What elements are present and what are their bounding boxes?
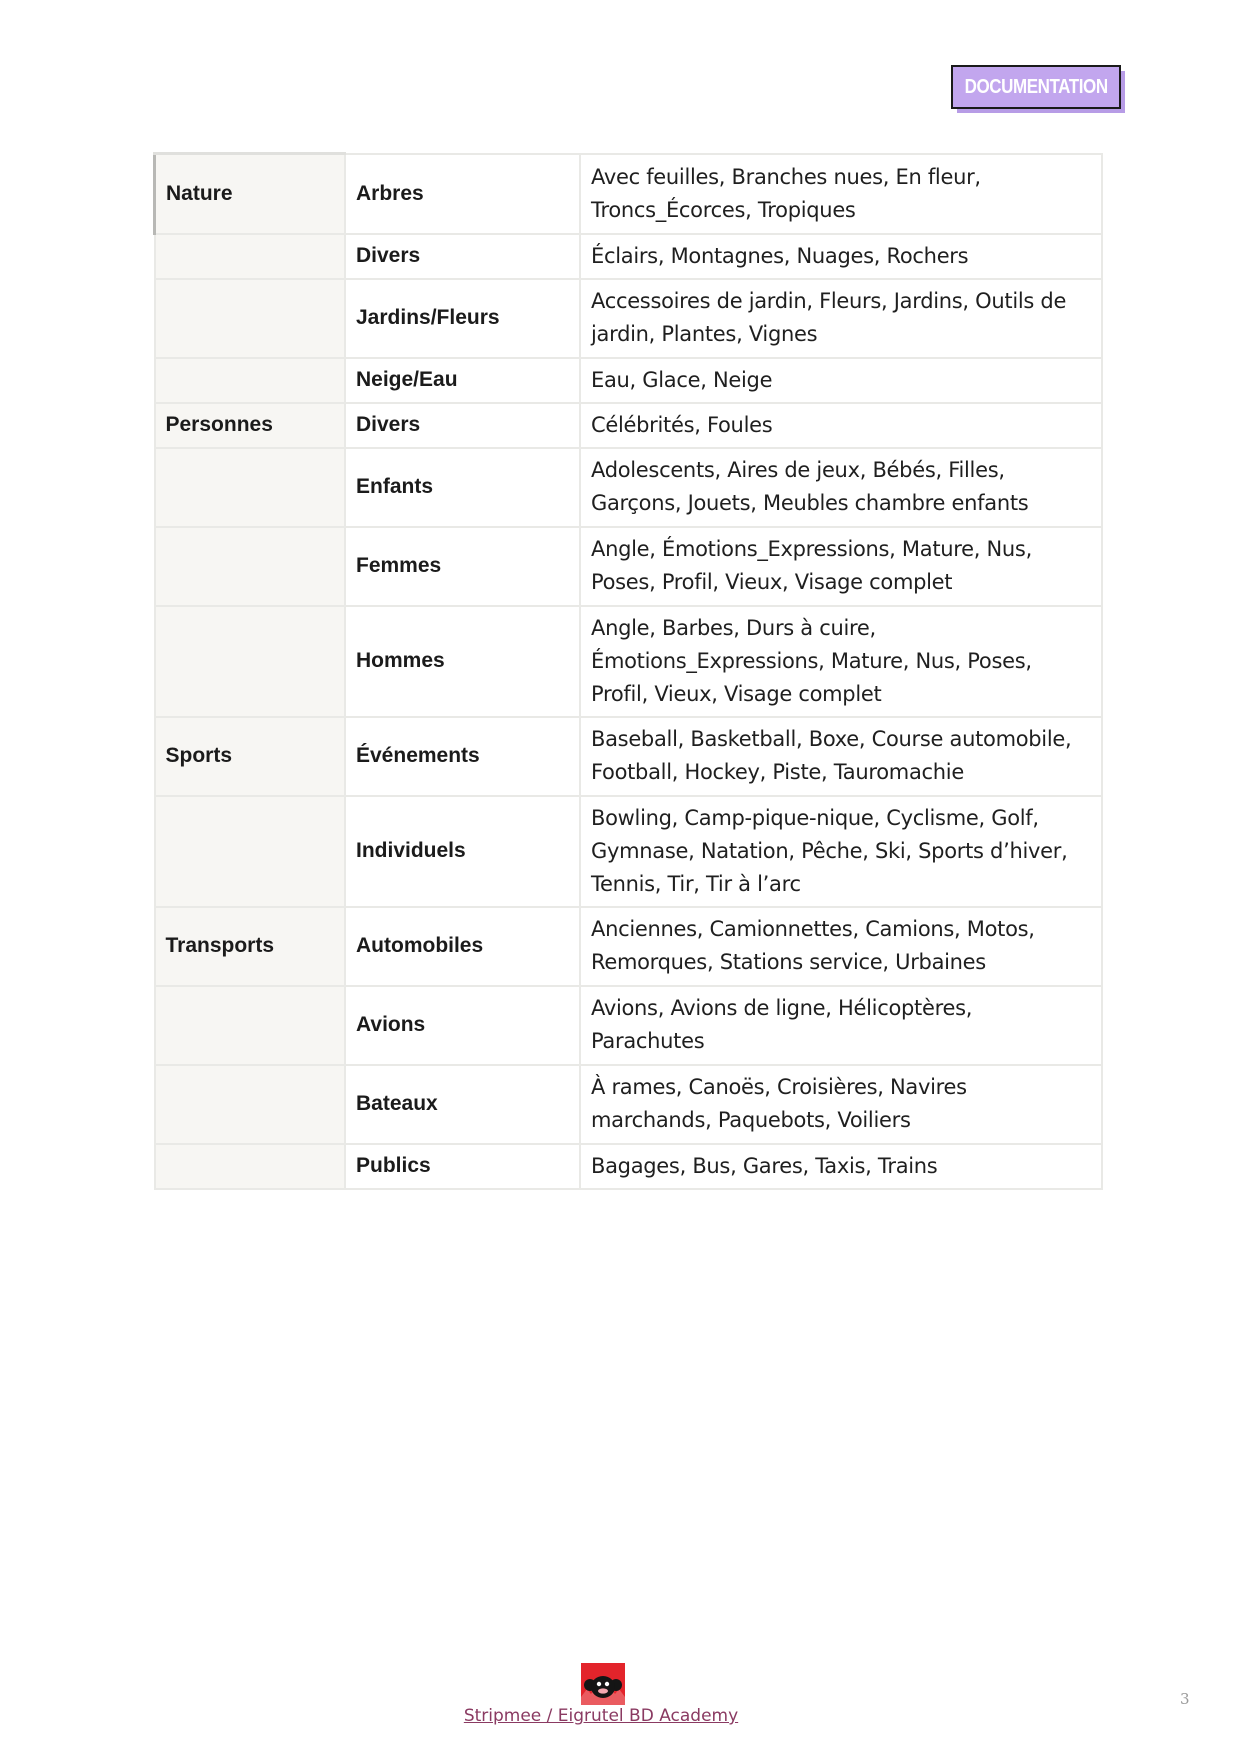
subcategory-cell: Hommes xyxy=(345,606,580,717)
subcategory-cell: Événements xyxy=(345,717,580,796)
footer-academy-link[interactable]: Stripmee / Eigrutel BD Academy xyxy=(463,1706,739,1726)
table-row xyxy=(155,907,1103,986)
items-cell: Adolescents, Aires de jeux, Bébés, Filles, Garçons, Jouets, Meubles chambre enfants xyxy=(580,448,1102,527)
table-row xyxy=(155,154,1103,234)
items-cell: Angle, Barbes, Durs à cuire, Émotions_Expressions, Mature, Nus, Poses, Profil, Vieux, Visage complet xyxy=(580,606,1102,717)
table-row xyxy=(155,448,1103,527)
items-cell: Bagages, Bus, Gares, Taxis, Trains xyxy=(580,1144,1102,1189)
items-cell: Accessoires de jardin, Fleurs, Jardins, Outils de jardin, Plantes, Vignes xyxy=(580,279,1102,358)
table-row xyxy=(155,358,1103,403)
items-cell: Eau, Glace, Neige xyxy=(580,358,1102,403)
table-row xyxy=(155,279,1103,358)
subcategory-cell: Arbres xyxy=(345,154,580,234)
category-cell xyxy=(155,234,346,279)
subcategory-cell: Individuels xyxy=(345,796,580,907)
subcategory-cell: Neige/Eau xyxy=(345,358,580,403)
documentation-badge xyxy=(951,65,1123,111)
items-cell: Avions, Avions de ligne, Hélicoptères, Parachutes xyxy=(580,986,1102,1065)
table-row xyxy=(155,1144,1103,1189)
items-cell: Anciennes, Camionnettes, Camions, Motos, Remorques, Stations service, Urbaines xyxy=(580,907,1102,986)
category-cell xyxy=(155,358,346,403)
subcategory-cell: Divers xyxy=(345,234,580,279)
category-cell: Transports xyxy=(155,907,346,986)
subcategory-cell: Publics xyxy=(345,1144,580,1189)
table-row xyxy=(155,986,1103,1065)
subcategory-cell: Divers xyxy=(345,403,580,448)
category-cell xyxy=(155,279,346,358)
badge-box xyxy=(951,65,1121,109)
table-row xyxy=(155,234,1103,279)
table-row xyxy=(155,796,1103,907)
table-row xyxy=(155,403,1103,448)
table-row xyxy=(155,717,1103,796)
subcategory-cell: Avions xyxy=(345,986,580,1065)
table-row xyxy=(155,1065,1103,1144)
items-cell: Éclairs, Montagnes, Nuages, Rochers xyxy=(580,234,1102,279)
subcategory-cell: Automobiles xyxy=(345,907,580,986)
page-number: 3 xyxy=(1180,1690,1190,1708)
category-cell xyxy=(155,527,346,606)
table-row xyxy=(155,606,1103,717)
category-cell xyxy=(155,606,346,717)
category-cell xyxy=(155,986,346,1065)
category-cell: Nature xyxy=(155,154,346,234)
items-cell: Célébrités, Foules xyxy=(580,403,1102,448)
subcategory-cell: Enfants xyxy=(345,448,580,527)
category-cell xyxy=(155,1065,346,1144)
table-row xyxy=(155,527,1103,606)
subcategory-cell: Femmes xyxy=(345,527,580,606)
badge-label: DOCUMENTATION xyxy=(964,75,1108,98)
category-table xyxy=(153,152,1103,1190)
category-cell: Personnes xyxy=(155,403,346,448)
monkey-face-icon xyxy=(581,1663,625,1705)
items-cell: Baseball, Basketball, Boxe, Course automobile, Football, Hockey, Piste, Tauromachie xyxy=(580,717,1102,796)
category-cell xyxy=(155,1144,346,1189)
category-cell: Sports xyxy=(155,717,346,796)
items-cell: Angle, Émotions_Expressions, Mature, Nus, Poses, Profil, Vieux, Visage complet xyxy=(580,527,1102,606)
category-cell xyxy=(155,448,346,527)
items-cell: Bowling, Camp-pique-nique, Cyclisme, Golf, Gymnase, Natation, Pêche, Ski, Sports d’hiver, Tennis, Tir, Tir à l’arc xyxy=(580,796,1102,907)
subcategory-cell: Bateaux xyxy=(345,1065,580,1144)
category-cell xyxy=(155,796,346,907)
items-cell: Avec feuilles, Branches nues, En fleur, Troncs_Écorces, Tropiques xyxy=(580,154,1102,234)
items-cell: À rames, Canoës, Croisières, Navires marchands, Paquebots, Voiliers xyxy=(580,1065,1102,1144)
subcategory-cell: Jardins/Fleurs xyxy=(345,279,580,358)
